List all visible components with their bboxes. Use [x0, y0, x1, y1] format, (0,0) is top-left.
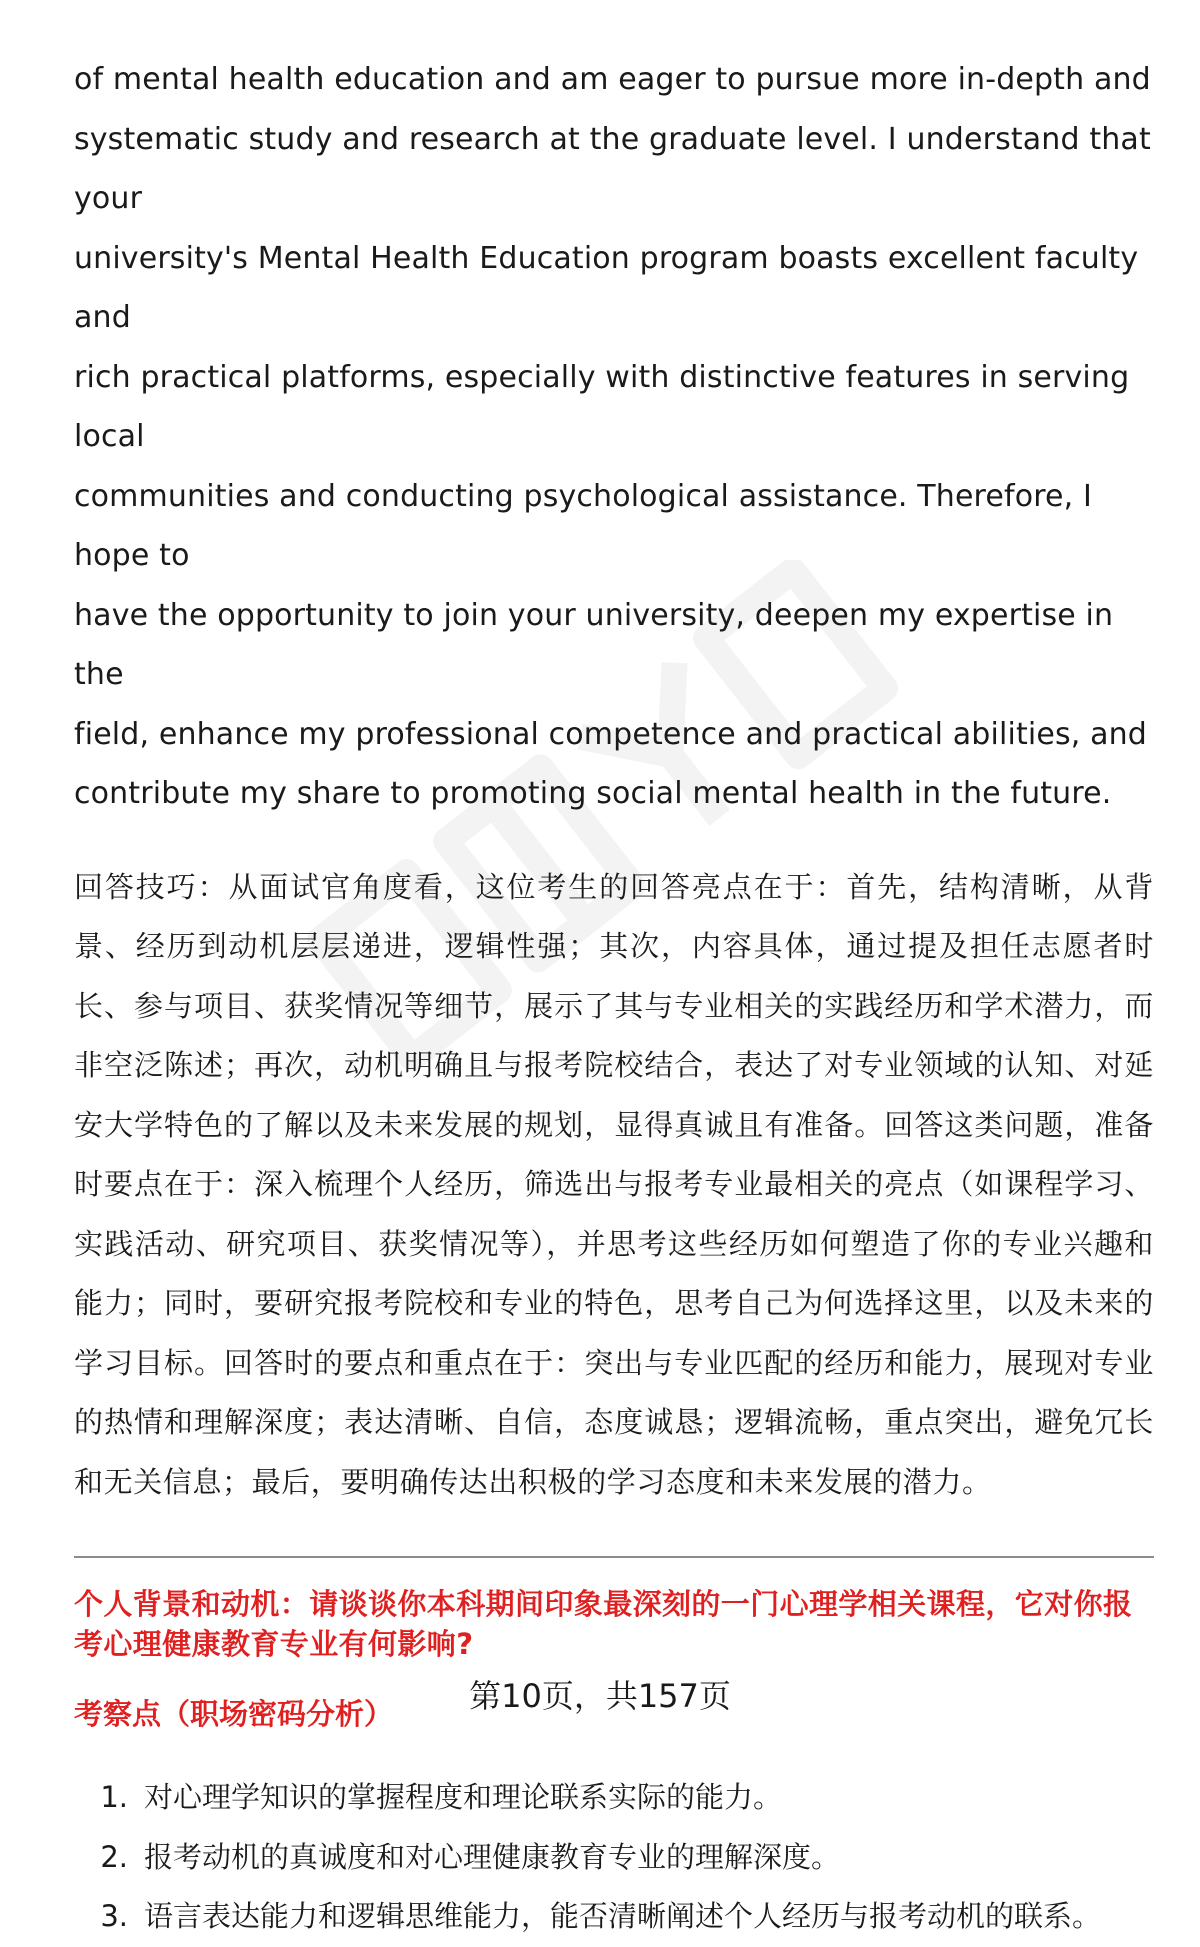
section-divider — [74, 1556, 1154, 1558]
list-item — [74, 1768, 1154, 1828]
answer-tips-label: 回答技巧： — [74, 869, 229, 904]
page-number-footer: 第10页，共157页 — [469, 1677, 731, 1715]
assessment-points-list — [74, 1768, 1154, 1947]
paragraph-line: of mental health education and am eager to pursue more in-depth and — [74, 62, 1151, 97]
document-page — [74, 0, 1154, 1947]
list-item-number: 1. — [100, 1780, 128, 1814]
section-heading: 考察点（职场密码分析） — [74, 1697, 394, 1731]
list-item-number: 2. — [100, 1839, 128, 1874]
paragraph-line: rich practical platforms, especially with distinctive features in serving local — [74, 359, 1130, 454]
paragraph-line: systematic study and research at the graduate level. I understand that your — [74, 121, 1151, 216]
paragraph-line: communities and conducting psychological assistance. Therefore, I hope to — [74, 478, 1093, 573]
paragraph-line: have the opportunity to join your university, deepen my expertise in the — [74, 597, 1114, 692]
paragraph-line: university's Mental Health Education program boasts excellent faculty and — [74, 240, 1139, 335]
list-item-text: 语言表达能力和逻辑思维能力，能否清晰阐述个人经历与报考动机的联系。 — [144, 1899, 1102, 1933]
english-answer-paragraph — [74, 50, 1154, 824]
paragraph-line: contribute my share to promoting social mental health in the future. — [74, 776, 1112, 811]
list-item-number: 3. — [100, 1899, 128, 1933]
list-item — [74, 1828, 1154, 1888]
list-item-text: 报考动机的真诚度和对心理健康教育专业的理解深度。 — [144, 1839, 841, 1874]
paragraph-line: field, enhance my professional competence and practical abilities, and — [74, 716, 1147, 752]
answer-tips-paragraph — [74, 858, 1154, 1513]
list-item-text: 对心理学知识的掌握程度和理论联系实际的能力。 — [144, 1780, 783, 1814]
list-item — [74, 1887, 1154, 1947]
interview-question: 个人背景和动机：请谈谈你本科期间印象最深刻的一门心理学相关课程，它对你报考心理健康教育专业有何影响? — [74, 1587, 1133, 1661]
answer-tips-text: 从面试官角度看，这位考生的回答亮点在于：首先，结构清晰，从背景、经历到动机层层递进，逻辑性强；其次，内容具体，通过提及担任志愿者时长、参与项目、获奖情况等细节，展示了其与专业相关的实践经历和学术潜力，而非空泛陈述；再次，动机明确且与报考院校结合，表达了对专业领域的认知、对延安大学特色的了解以及未来发展的规划，显得真诚且有准备。回答这类问题，准备时要点在于：深入梳理个人经历，筛选出与报考专业最相关的亮点（如课程学习、实践活动、研究项目、获奖情况等），并思考这些经历如何塑造了你的专业兴趣和能力；同时，要研究报考院校和专业的特色，思考自己为何选择这里，以及未来的学习目标。回答时的要点和重点在于：突出与专业匹配的经历和能力，展现对专业的热情和理解深度；表达清晰、自信，态度诚恳；逻辑流畅，重点突出，避免冗长和无关信息；最后，要明确传达出积极的学习态度和未来发展的潜力。 — [74, 869, 1154, 1499]
